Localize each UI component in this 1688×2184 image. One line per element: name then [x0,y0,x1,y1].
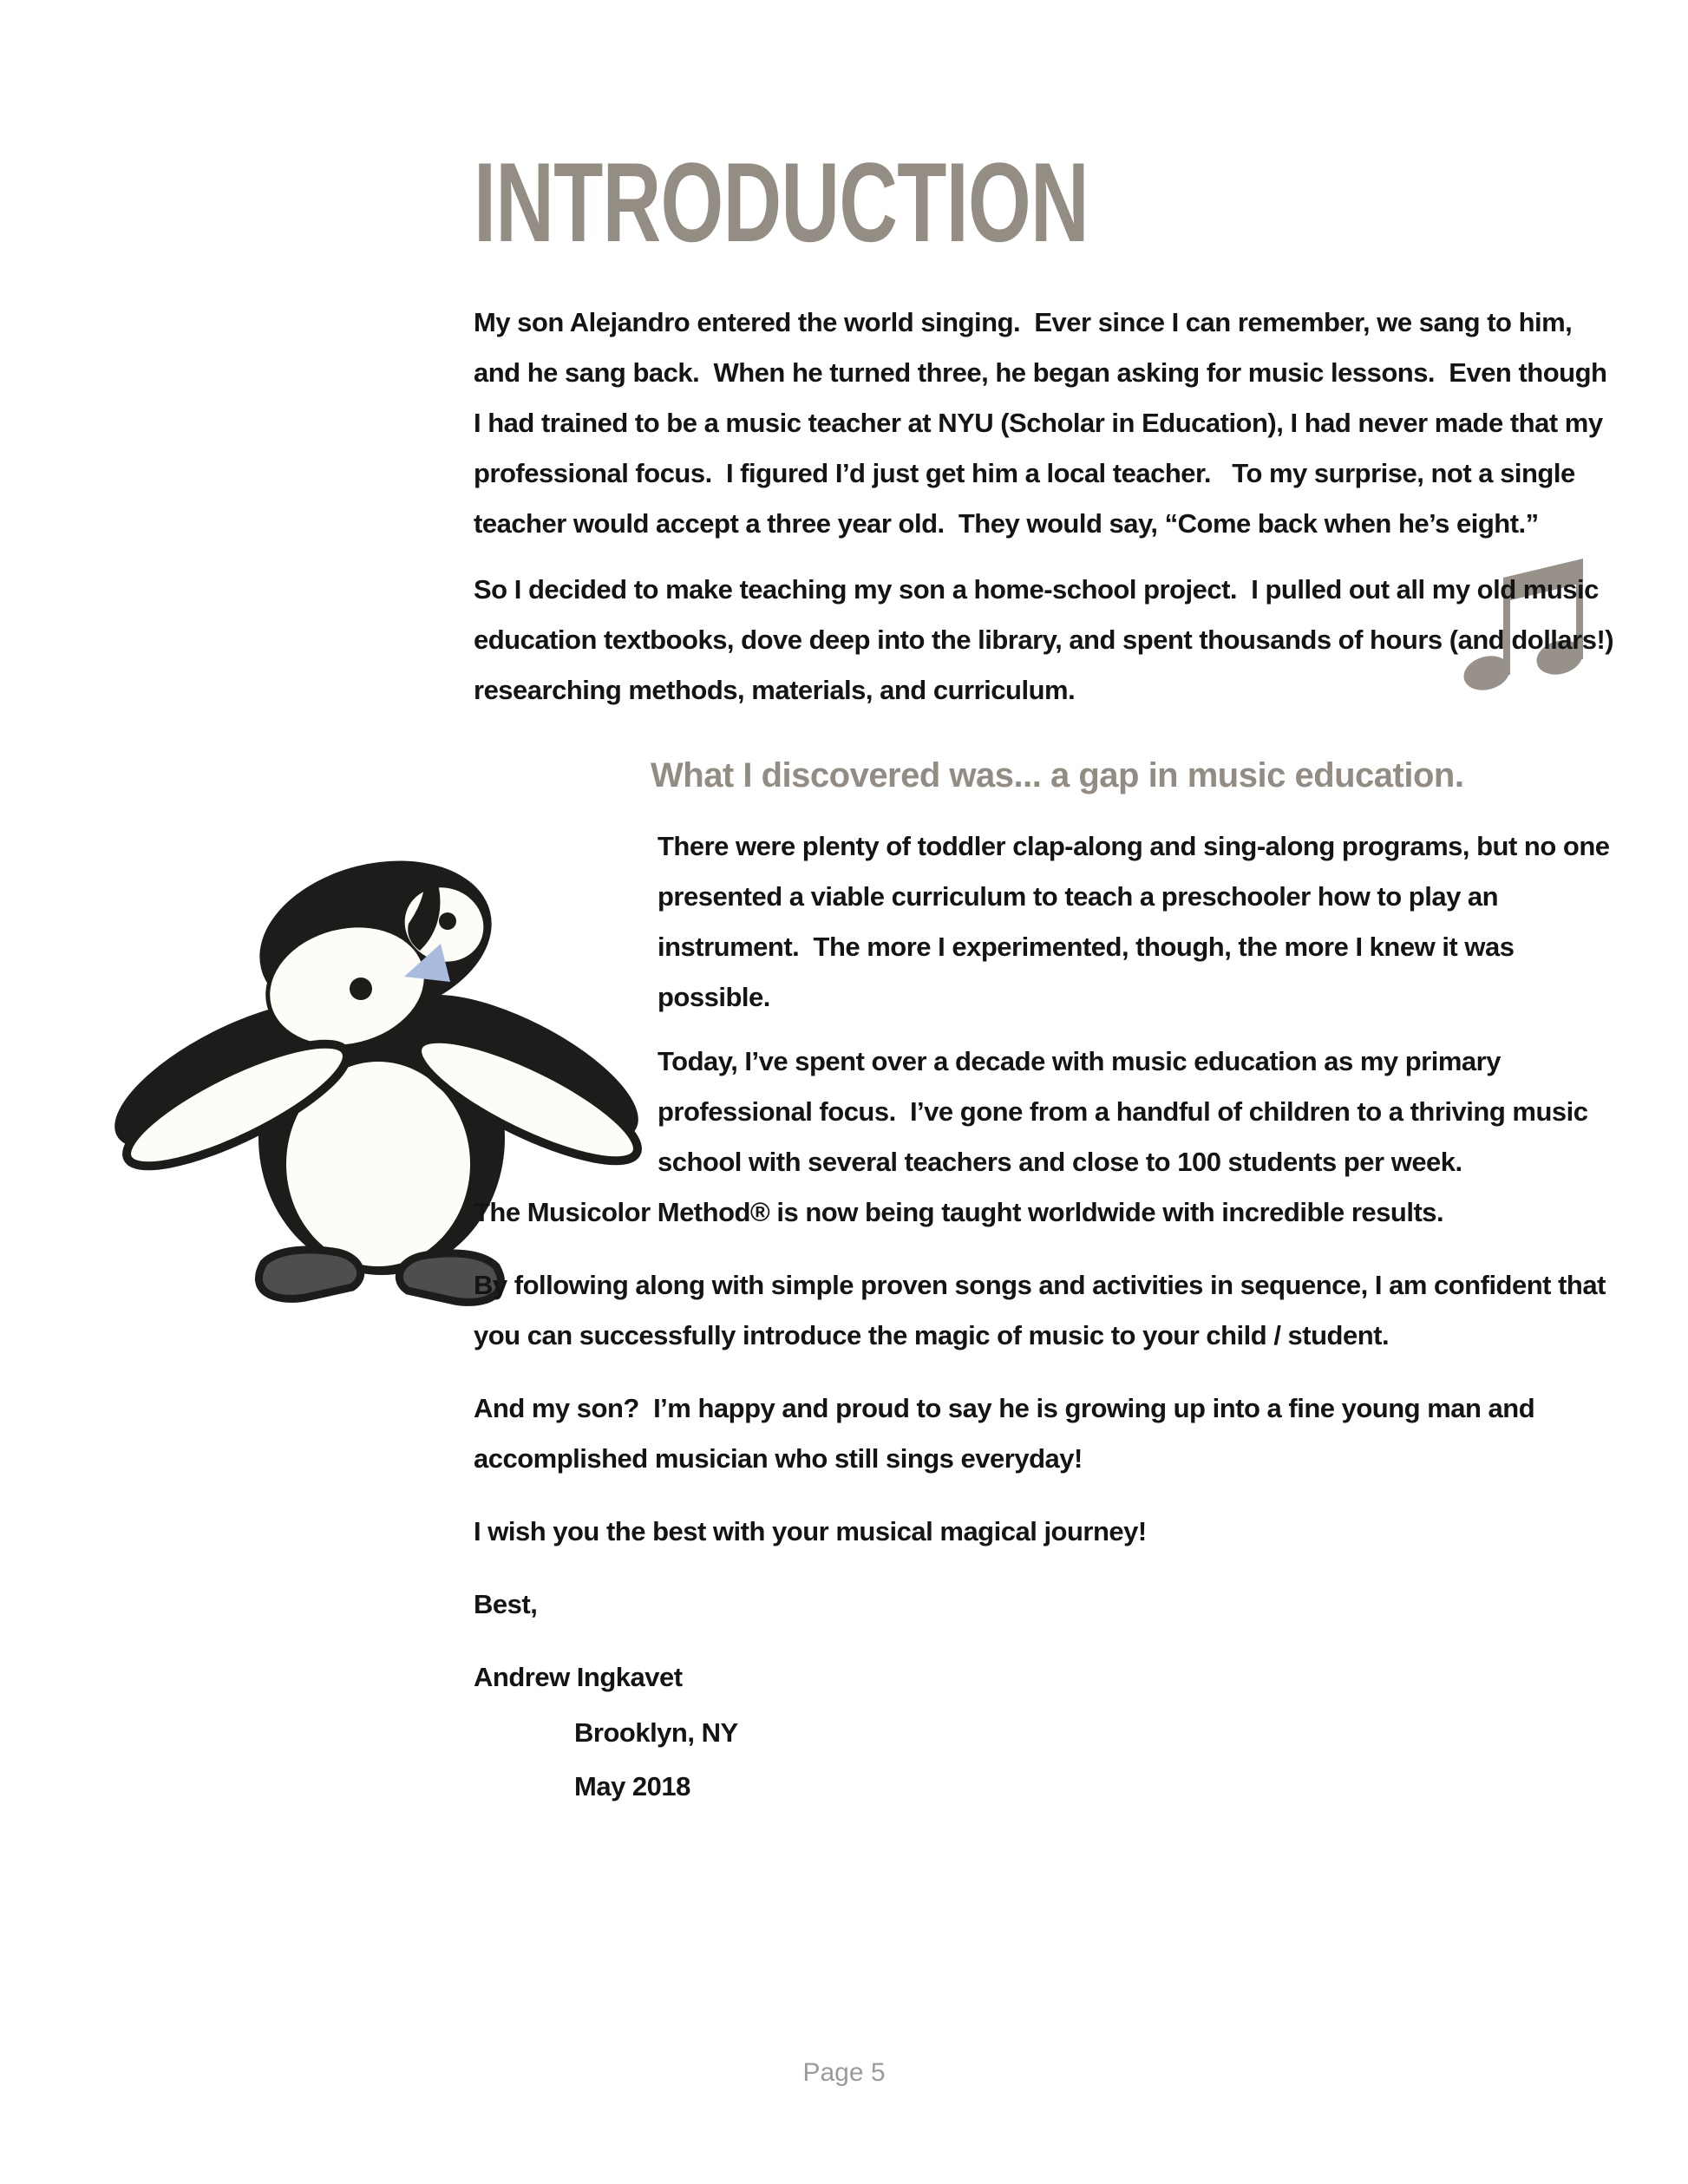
paragraph-1: My son Alejandro entered the world singing. Ever since I can remember, we sang to him, and he sang back. When he turned three, he began asking for music lessons. Even though I had trained to be a music teacher at NYU (Scholar in Education), I had never made that my professional focus. I figured I’d just get him a local teacher. To my surprise, not a single teacher would accept a three year old. They would say, “Come back when he’s eight.” [474,307,1614,539]
penguin-left-eye [350,978,372,1000]
penguin-right-eye [439,912,456,930]
paragraph-8: I wish you the best with your musical magical journey! [474,1516,1147,1546]
penguin-left-foot [258,1250,360,1298]
section-subheading: What I discovered was... a gap in music education. [651,756,1464,794]
page-title: INTRODUCTION [474,139,1089,265]
paragraph-5: The Musicolor Method® is now being taught worldwide with incredible results. [474,1197,1444,1227]
paragraph-3: There were plenty of toddler clap-along and sing-along programs, but no one presented a viable curriculum to teach a preschooler how to play an instrument. The more I experimented, though, the more I knew it was possible. [658,831,1617,1012]
paragraph-6: By following along with simple proven songs and activities in sequence, I am confident that you can successfully introduce the magic of music to your child / student. [474,1270,1613,1350]
closing: Best, [474,1589,538,1619]
page-number: Page 5 [802,2058,886,2087]
signature-date: May 2018 [574,1771,690,1801]
paragraph-2: So I decided to make teaching my son a home-school project. I pulled out all my old music education textbooks, dove deep into the library, and spent thousands of hours (and dollars!) researching methods, materials, and curriculum. [474,574,1621,705]
signature-name: Andrew Ingkavet [474,1662,683,1692]
signature-city: Brooklyn, NY [574,1717,738,1748]
paragraph-7: And my son? I’m happy and proud to say he is growing up into a fine young man and accomplished musician who still sings everyday! [474,1393,1542,1474]
body-text [474,298,1619,1815]
paragraph-4: Today, I’ve spent over a decade with music education as my primary professional focus. I’ve gone from a handful of children to a thriving music school with several teachers and close to 100 students per week. [658,1046,1595,1177]
